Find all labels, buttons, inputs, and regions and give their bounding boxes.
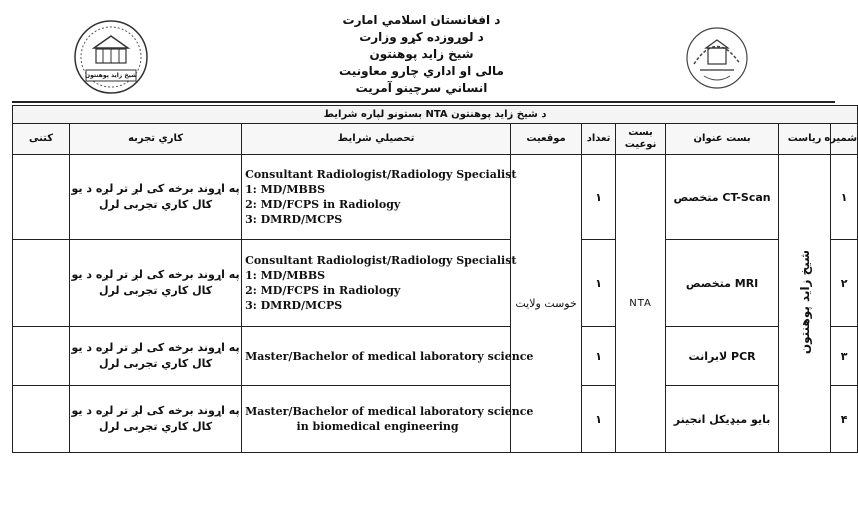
university-seal-icon bbox=[72, 18, 150, 96]
education-line: 3: DMRD/MCPS bbox=[245, 213, 343, 226]
header-divider bbox=[12, 101, 835, 103]
education-line: 1: MD/MBBS bbox=[245, 269, 326, 282]
table-row bbox=[13, 240, 858, 327]
row-number: ۴ bbox=[831, 386, 858, 453]
location-value: خوست ولایت bbox=[511, 155, 582, 453]
positions-table bbox=[12, 105, 858, 453]
row-count: ۱ bbox=[582, 240, 616, 327]
row-number: ۳ bbox=[831, 327, 858, 386]
document-header bbox=[0, 0, 843, 104]
ministry-emblem-icon bbox=[680, 24, 754, 94]
education-cell bbox=[242, 240, 517, 327]
remarks-cell bbox=[13, 240, 70, 327]
education-line: 2: MD/FCPS in Radiology bbox=[245, 284, 401, 297]
row-count: ۱ bbox=[582, 386, 616, 453]
table-row bbox=[13, 327, 858, 386]
education-line: 1: MD/MBBS bbox=[245, 183, 326, 196]
education-cell bbox=[242, 386, 534, 453]
experience-cell: په اړوند برخه کی لږ تر لږه د یو کال کاري تجربی لرل bbox=[70, 155, 242, 240]
position-title: بایو میډیکل انجینر bbox=[666, 386, 779, 453]
table-row bbox=[13, 155, 858, 240]
experience-cell: په اړوند برخه کی لږ تر لږه د یو کال کاري تجربی لرل bbox=[70, 327, 242, 386]
education-line: Master/Bachelor of medical laboratory science bbox=[245, 349, 534, 363]
col-header-education: تحصیلي شرایط bbox=[242, 124, 511, 155]
position-title: MRI متخصص bbox=[666, 240, 779, 327]
table-title: د شیخ زاید پوهنتون NTA بستونو لپاره شرایط bbox=[13, 106, 858, 124]
col-header-position-type: بست نوعیت bbox=[616, 124, 666, 155]
col-header-remarks: کتنی bbox=[13, 124, 70, 155]
table-row bbox=[13, 386, 858, 453]
presidency-cell bbox=[779, 155, 831, 453]
position-title: CT-Scan متخصص bbox=[666, 155, 779, 240]
header-line-deputy: مالی او اداري چارو معاونیت bbox=[339, 64, 504, 78]
row-count: ۱ bbox=[582, 327, 616, 386]
position-title: PCR لابرانت bbox=[666, 327, 779, 386]
header-line-university: شیخ زاید پوهنتون bbox=[369, 47, 474, 61]
col-header-experience: کاري تجربه bbox=[70, 124, 242, 155]
education-line: in biomedical engineering bbox=[296, 420, 459, 433]
education-line: Master/Bachelor of medical laboratory science bbox=[245, 405, 534, 418]
education-line: 3: DMRD/MCPS bbox=[245, 299, 343, 312]
remarks-cell bbox=[13, 327, 70, 386]
education-line: Consultant Radiologist/Radiology Specialist bbox=[245, 168, 517, 181]
education-line: Consultant Radiologist/Radiology Specialist bbox=[245, 254, 517, 267]
col-header-number: شمیره bbox=[831, 124, 858, 155]
remarks-cell bbox=[13, 155, 70, 240]
col-header-location: موقعیت bbox=[511, 124, 582, 155]
header-line-directorate: انساني سرچینو آمریت bbox=[355, 81, 488, 95]
header-line-ministry: د لوړوزده کړو وزارت bbox=[359, 30, 484, 44]
experience-cell: په اړوند برخه کی لږ تر لږه د یو کال کاري تجربی لرل bbox=[70, 240, 242, 327]
header-line-emirate: د افغانستان اسلامي امارت bbox=[342, 13, 501, 27]
education-cell bbox=[242, 327, 534, 386]
col-header-position-title: بست عنوان bbox=[666, 124, 779, 155]
table-header-row bbox=[13, 124, 858, 155]
education-cell bbox=[242, 155, 517, 240]
position-type-value: NTA bbox=[616, 155, 666, 453]
logo-left-text: شیخ زاید پوهنتون bbox=[84, 72, 138, 79]
col-header-count: تعداد bbox=[582, 124, 616, 155]
remarks-cell bbox=[13, 386, 70, 453]
experience-cell: په اړوند برخه کی لږ تر لږه د یو کال کاري تجربی لرل bbox=[70, 386, 242, 453]
presidency-value: شیخ زاید پوهنتون bbox=[797, 249, 812, 355]
header-lines bbox=[250, 12, 593, 97]
col-header-presidency: ریاست bbox=[779, 124, 831, 155]
education-line: 2: MD/FCPS in Radiology bbox=[245, 198, 401, 211]
table-title-row bbox=[13, 106, 858, 124]
row-count: ۱ bbox=[582, 155, 616, 240]
row-number: ۲ bbox=[831, 240, 858, 327]
row-number: ۱ bbox=[831, 155, 858, 240]
